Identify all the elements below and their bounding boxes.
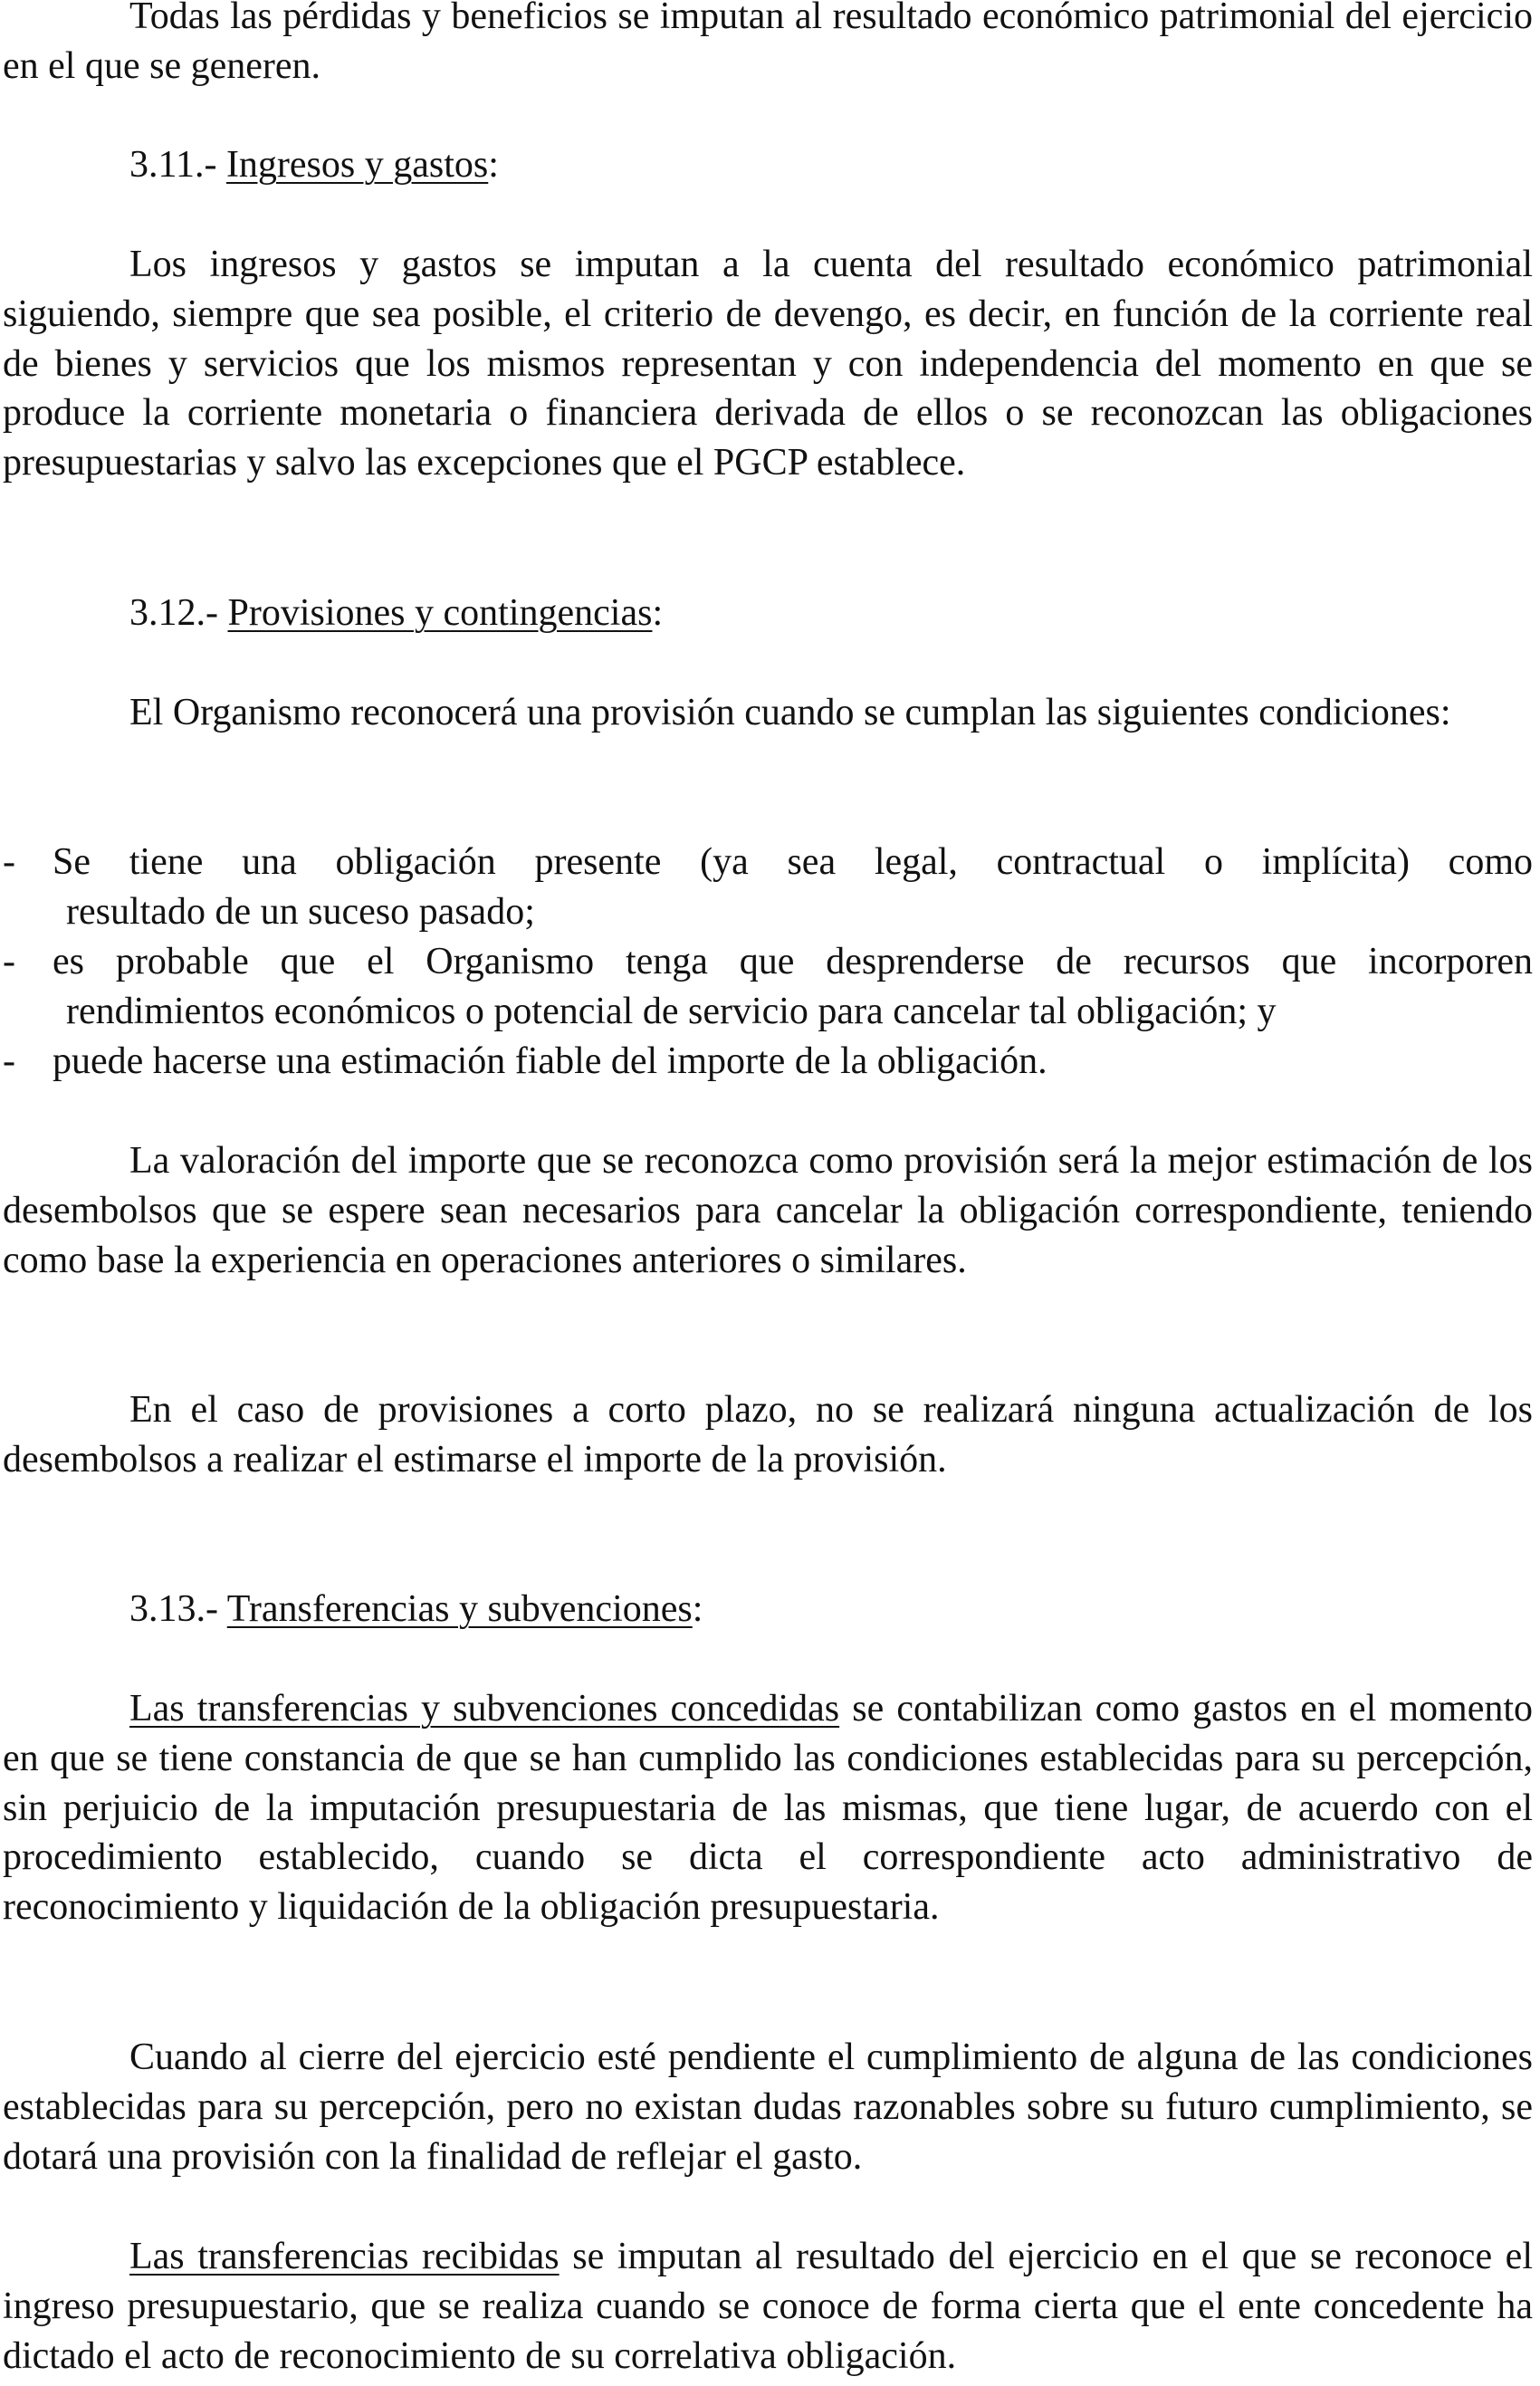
section-3-13-paragraph-3: [3, 2232, 1533, 2381]
section-3-11-heading: [129, 140, 1397, 190]
intro-paragraph: Todas las pérdidas y beneficios se imputan al resultado económico patrimonial del ejercicio en el que se generen.: [3, 0, 1533, 87]
section-number: 3.13.-: [129, 1588, 227, 1630]
section-title: Provisiones y contingencias: [227, 592, 653, 634]
list-item: [3, 1037, 1533, 1087]
section-3-12-paragraph-3: En el caso de provisiones a corto plazo, no se realizará ninguna actualización de los desembolsos a realizar el estimarse el importe de la provisión.: [3, 1389, 1533, 1480]
underlined-lead: Las transferencias recibidas: [129, 2236, 560, 2277]
section-3-12-heading: [129, 589, 1397, 638]
heading-colon: :: [692, 1588, 703, 1630]
paragraph-text: se imputan al resultado del ejercicio en el que se reconoce el ingreso presupuestario, que se realiza cuando se conoce de forma cierta que el ente concedente ha dictado el acto de reconocimiento de su correlativa obligación.: [3, 2236, 1533, 2377]
list-dash: -: [3, 941, 15, 982]
heading-colon: :: [488, 144, 499, 186]
paragraph-text: se contabilizan como gastos en el momento en que se tiene constancia de que se han cumplido las condiciones establecidas para su percepción, sin perjuicio de la imputación presupuestaria de las mismas, que tiene lugar, de acuerdo con el procedimiento establecido, cuando se dicta el correspondiente acto administrativo de reconocimiento y liquidación de la obligación presupuestaria.: [3, 1688, 1534, 1929]
list-item-first-line: es probable que el Organismo tenga que desprenderse de recursos que incorporen: [53, 941, 1533, 982]
section-3-13-heading: [129, 1585, 1397, 1634]
section-3-11-paragraph: Los ingresos y gastos se imputan a la cuenta del resultado económico patrimonial siguiendo, siempre que sea posible, el criterio de devengo, es decir, en función de la corriente real de bienes y servicios que los mismos representan y con independencia del momento en que se produce la corriente monetaria o financiera derivada de ellos o se reconozcan las obligaciones presupuestarias y salvo las excepciones que el PGCP establece.: [3, 244, 1533, 484]
list-item: [3, 937, 1533, 1037]
section-number: 3.11.-: [129, 144, 226, 186]
list-item-continuation: resultado de un suceso pasado;: [66, 890, 535, 933]
list-item: [3, 838, 1533, 937]
section-3-13-paragraph-2: Cuando al cierre del ejercicio esté pendiente el cumplimiento de alguna de las condiciones establecidas para su percepción, pero no existan dudas razonables sobre su futuro cumplimiento, se dotará una provisión con la finalidad de reflejar el gasto.: [3, 2036, 1533, 2178]
list-dash: -: [3, 841, 15, 883]
section-3-12-paragraph-2: La valoración del importe que se reconozca como provisión será la mejor estimación de los desembolsos que se espere sean necesarios para cancelar la obligación correspondiente, teniendo como base la experiencia en operaciones anteriores o similares.: [3, 1140, 1533, 1281]
section-3-12-intro-paragraph: El Organismo reconocerá una provisión cuando se cumplan las siguientes condiciones:: [129, 692, 1451, 733]
section-number: 3.12.-: [129, 592, 228, 634]
section-title: Transferencias y subvenciones: [226, 1588, 693, 1630]
list-item-continuation: rendimientos económicos o potencial de servicio para cancelar tal obligación; y: [66, 990, 1277, 1032]
section-3-13-paragraph-1: [3, 1684, 1533, 1932]
section-title: Ingresos y gastos: [225, 144, 489, 186]
heading-colon: :: [652, 592, 664, 634]
list-item-first-line: Se tiene una obligación presente (ya sea legal, contractual o implícita) como: [53, 841, 1533, 883]
list-dash: -: [3, 1040, 15, 1082]
list-item-first-line: puede hacerse una estimación fiable del importe de la obligación.: [53, 1040, 1047, 1082]
underlined-lead: Las transferencias y subvenciones concedidas: [129, 1688, 840, 1730]
